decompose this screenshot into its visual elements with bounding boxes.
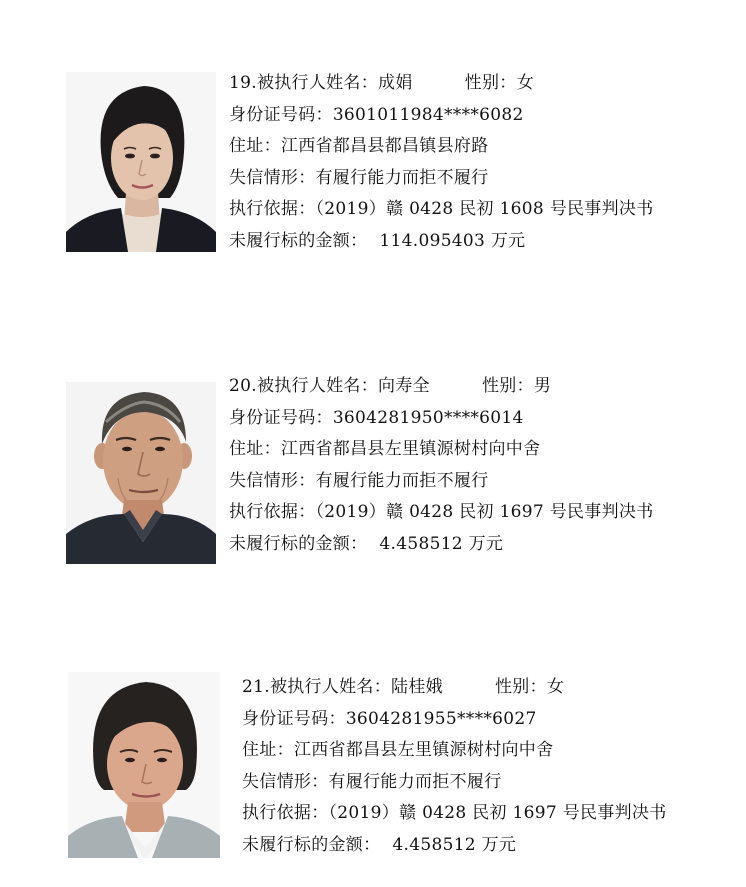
record-info <box>229 371 654 560</box>
id-line <box>229 100 654 132</box>
basis-label: 执行依据： <box>242 803 329 823</box>
address-line <box>229 131 654 163</box>
record-number: 19. <box>229 73 257 93</box>
record-number: 21. <box>242 677 270 697</box>
record-info <box>242 672 667 861</box>
basis-line <box>242 798 667 830</box>
person-name: 向寿全 <box>378 376 430 396</box>
basis-line <box>229 194 654 226</box>
person-photo <box>66 72 216 252</box>
person-name: 陆桂娥 <box>391 677 443 697</box>
gender-label: 性别： <box>464 73 517 93</box>
amount-label: 未履行标的金额： <box>229 230 368 251</box>
situation-value: 有履行能力而拒不履行 <box>328 771 502 792</box>
portrait-image <box>66 382 216 564</box>
id-label: 身份证号码： <box>229 407 333 428</box>
gender-label: 性别： <box>481 376 534 396</box>
amount-label: 未履行标的金额： <box>229 533 368 554</box>
address-label: 住址： <box>242 740 294 760</box>
situation-value: 有履行能力而拒不履行 <box>315 470 489 491</box>
record-info <box>229 68 654 257</box>
basis-value: （2019）赣 0428 民初 1608 号民事判决书 <box>315 199 654 219</box>
gender-label: 性别： <box>494 677 547 697</box>
name-label: 被执行人姓名： <box>256 73 379 93</box>
situation-line <box>242 767 667 799</box>
name-label: 被执行人姓名： <box>269 677 392 697</box>
amount-value: 114.095403 万元 <box>379 230 526 251</box>
address-label: 住址： <box>229 439 281 459</box>
gender-value: 女 <box>546 677 565 697</box>
basis-line <box>229 497 654 529</box>
amount-value: 4.458512 万元 <box>379 533 504 554</box>
amount-label: 未履行标的金额： <box>242 834 381 855</box>
person-name: 成娟 <box>378 73 413 93</box>
portrait-image <box>66 72 216 252</box>
amount-line <box>242 830 667 862</box>
situation-value: 有履行能力而拒不履行 <box>315 167 489 188</box>
situation-label: 失信情形： <box>242 771 329 792</box>
id-line <box>242 704 667 736</box>
id-label: 身份证号码： <box>242 708 346 729</box>
address-value: 江西省都昌县都昌镇县府路 <box>280 136 489 156</box>
amount-line <box>229 529 654 561</box>
amount-line <box>229 226 654 258</box>
situation-line <box>229 466 654 498</box>
basis-label: 执行依据： <box>229 502 316 522</box>
amount-value: 4.458512 万元 <box>392 834 517 855</box>
person-photo <box>68 672 220 858</box>
basis-value: （2019）赣 0428 民初 1697 号民事判决书 <box>328 803 667 823</box>
person-photo <box>66 382 216 564</box>
id-number: 3604281955****6027 <box>345 708 537 729</box>
id-label: 身份证号码： <box>229 104 333 125</box>
address-label: 住址： <box>229 136 281 156</box>
basis-value: （2019）赣 0428 民初 1697 号民事判决书 <box>315 502 654 522</box>
id-line <box>229 403 654 435</box>
gender-value: 女 <box>516 73 534 93</box>
name-line <box>242 672 667 704</box>
address-line <box>242 735 667 767</box>
name-line <box>229 371 654 403</box>
name-label: 被执行人姓名： <box>256 376 379 396</box>
gender-value: 男 <box>533 376 552 396</box>
situation-label: 失信情形： <box>229 470 316 491</box>
address-line <box>229 434 654 466</box>
address-value: 江西省都昌县左里镇源树村向中舍 <box>280 439 541 459</box>
record-number: 20. <box>229 376 257 396</box>
id-number: 3604281950****6014 <box>332 407 524 428</box>
basis-label: 执行依据： <box>229 199 316 219</box>
portrait-image <box>68 672 220 858</box>
situation-line <box>229 163 654 195</box>
id-number: 3601011984****6082 <box>332 104 524 125</box>
situation-label: 失信情形： <box>229 167 316 188</box>
name-line <box>229 68 654 100</box>
address-value: 江西省都昌县左里镇源树村向中舍 <box>293 740 554 760</box>
